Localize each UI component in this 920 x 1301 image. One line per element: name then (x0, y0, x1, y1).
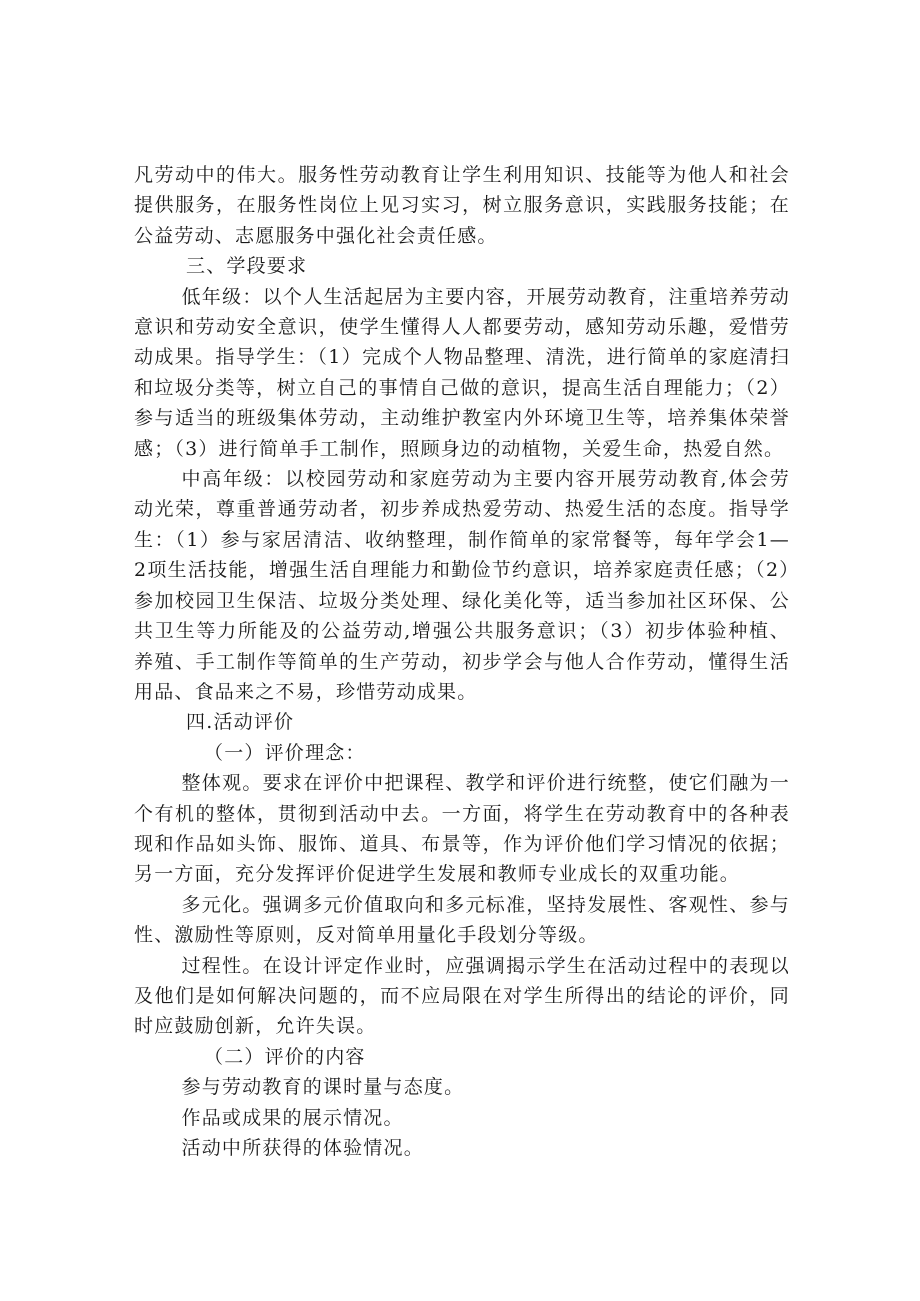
subheading-evaluation-concept: （一）评价理念： (204, 741, 366, 764)
body-text (134, 160, 790, 1163)
list-item-experience: 活动中所获得的体验情况。 (181, 1137, 424, 1159)
heading-activity-evaluation: 四.活动评价 (186, 711, 295, 734)
paragraph-holistic-view: 整体观。要求在评价中把课程、教学和评价进行统整，使它们融为一个有机的整体，贯彻到活动中去。一方面，将学生在劳动教育中的各种表现和作品如头饰、服饰、道具、布景等，作为评价他们学习情况的依据；另一方面，充分发挥评价促进学生发展和教师专业成长的双重功能。 (134, 772, 790, 886)
paragraph-middle-upper-grades: 中高年级：以校园劳动和家庭劳动为主要内容开展劳动教育,体会劳动光荣，尊重普通劳动者，初步养成热爱劳动、热爱生活的态度。指导学生：（1）参与家居清洁、收纳整理，制作简单的家常餐等，每年学会1—2项生活技能，增强生活自理能力和勤俭节约意识，培养家庭责任感；（2）参加校园卫生保洁、垃圾分类处理、绿化美化等，适当参加社区环保、公共卫生等力所能及的公益劳动,增强公共服务意识；（3）初步体验种植、养殖、手工制作等简单的生产劳动，初步学会与他人合作劳动，懂得生活用品、食品来之不易，珍惜劳动成果。 (134, 468, 790, 703)
paragraph-process-oriented: 过程性。在设计评定作业时，应强调揭示学生在活动过程中的表现以及他们是如何解决问题的，而不应局限在对学生所得出的结论的评价，同时应鼓励创新，允许失误。 (134, 954, 790, 1038)
paragraph-lower-grades: 低年级：以个人生活起居为主要内容，开展劳动教育，注重培养劳动意识和劳动安全意识，使学生懂得人人都要劳动，感知劳动乐趣，爱惜劳动成果。指导学生：（1）完成个人物品整理、清洗，进行简单的家庭清扫和垃圾分类等，树立自己的事情自己做的意识，提高生活自理能力；（2）参与适当的班级集体劳动，主动维护教室内外环境卫生等，培养集体荣誉感；（3）进行简单手工制作，照顾身边的动植物，关爱生命，热爱自然。 (134, 285, 790, 460)
paragraph-service-labor: 凡劳动中的伟大。服务性劳动教育让学生利用知识、技能等为他人和社会提供服务，在服务性岗位上见习实习，树立服务意识，实践服务技能；在公益劳动、志愿服务中强化社会责任感。 (134, 164, 790, 247)
paragraph-diversification: 多元化。强调多元价值取向和多元标准，坚持发展性、客观性、参与性、激励性等原则，反对简单用量化手段划分等级。 (134, 893, 790, 947)
heading-stage-requirements: 三、学段要求 (186, 255, 308, 278)
list-item-class-hours: 参与劳动教育的课时量与态度。 (181, 1076, 465, 1099)
subheading-evaluation-content: （二）评价的内容 (204, 1045, 366, 1068)
list-item-works-display: 作品或成果的展示情况。 (181, 1106, 404, 1129)
